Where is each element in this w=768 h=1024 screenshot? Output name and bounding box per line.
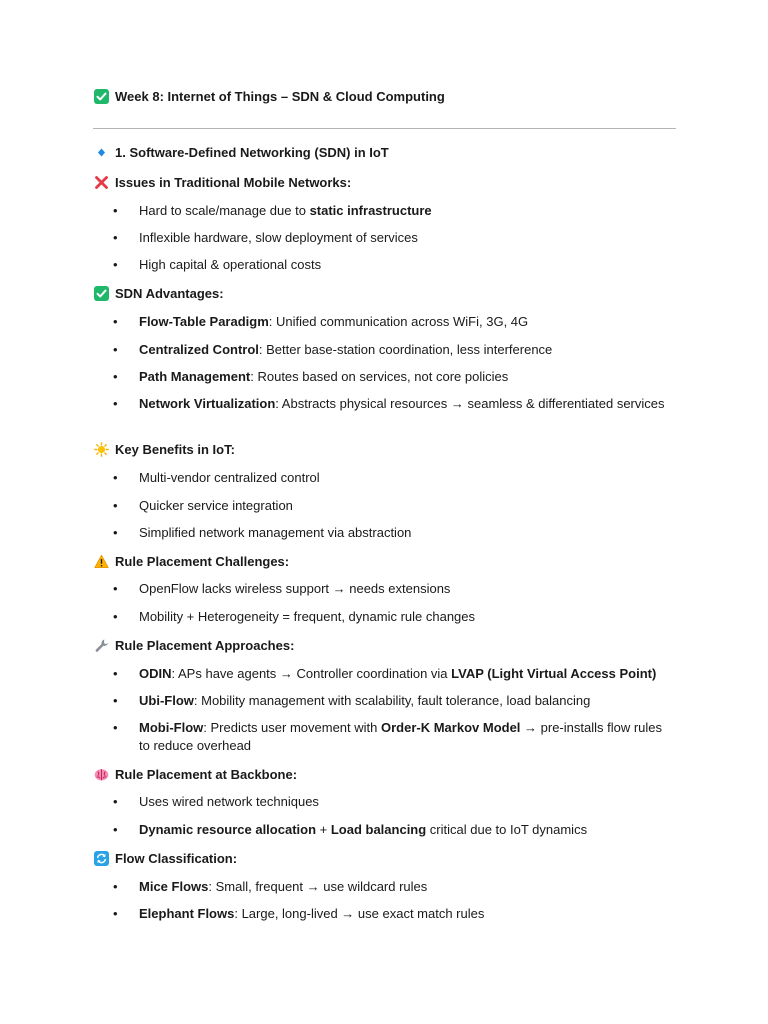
list-item: • Multi-vendor centralized control — [113, 469, 673, 487]
text-run: : Large, long-lived → use exact match rules — [234, 906, 485, 921]
list-item-text — [139, 692, 673, 710]
bold-run: Path Management — [139, 369, 251, 384]
list-item: • OpenFlow lacks wireless support → needs extensions — [113, 580, 673, 598]
section-heading-flow-classification — [94, 851, 237, 866]
text-run: : Better base-station coordination, less interference — [258, 342, 553, 357]
red-cross-icon — [94, 175, 109, 190]
section-heading-challenges — [94, 554, 289, 569]
list-item-text — [139, 821, 673, 839]
title-text: Week 8: Internet of Things – SDN & Cloud Computing — [115, 89, 445, 104]
bold-run: Dynamic resource allocation — [139, 822, 317, 837]
bold-run: Load balancing — [330, 822, 427, 837]
section-heading-benefits — [94, 442, 235, 457]
list-item: • Mobi-Flow: Predicts user movement with Order-K Markov Model → pre-installs flow rules to reduce overhead — [113, 719, 673, 755]
text-run: Hard to scale/manage due to — [139, 203, 310, 218]
bold-run: Order-K Markov Model — [381, 720, 521, 735]
green-check-icon — [94, 89, 109, 104]
bold-run: Flow-Table Paradigm — [139, 314, 269, 329]
text-run: critical due to IoT dynamics — [426, 822, 588, 837]
green-check-icon — [94, 286, 109, 301]
text-run: + — [316, 822, 331, 837]
text-run: High capital & operational costs — [139, 257, 322, 272]
list-item-text — [139, 341, 673, 359]
section-heading-advantages — [94, 286, 224, 301]
page-title — [94, 89, 445, 104]
bold-run: static infrastructure — [309, 203, 432, 218]
bold-run: Network Virtualization — [139, 396, 276, 411]
horizontal-divider — [93, 128, 676, 129]
text-run: : Predicts user movement with — [203, 720, 381, 735]
list-item: • Hard to scale/manage due to static infrastructure — [113, 202, 673, 220]
section-heading-backbone — [94, 767, 297, 782]
section-heading-text: Rule Placement Approaches: — [115, 638, 295, 653]
list-item-text — [139, 368, 673, 386]
bold-run: ODIN — [139, 666, 172, 681]
list-item-text — [139, 905, 673, 923]
list-item: • Path Management: Routes based on services, not core policies — [113, 368, 673, 386]
list-item-text — [139, 395, 673, 413]
brain-icon — [94, 767, 109, 782]
list-item: • High capital & operational costs — [113, 256, 673, 274]
cycle-arrows-icon — [94, 851, 109, 866]
text-run: Multi-vendor centralized control — [139, 470, 320, 485]
list-item-text — [139, 608, 673, 626]
bold-run: Mobi-Flow — [139, 720, 204, 735]
list-item: • Quicker service integration — [113, 497, 673, 515]
text-run: : Mobility management with scalability, fault tolerance, load balancing — [193, 693, 591, 708]
section-heading-text: Rule Placement Challenges: — [115, 554, 290, 569]
list-item-text — [139, 256, 673, 274]
section-heading-text: Rule Placement at Backbone: — [115, 767, 298, 782]
list-item: • ODIN: APs have agents → Controller coordination via LVAP (Light Virtual Access Point) — [113, 665, 673, 683]
text-run: : APs have agents → Controller coordination via — [171, 666, 452, 681]
list-item-text — [139, 229, 673, 247]
text-run: : Small, frequent → use wildcard rules — [208, 879, 428, 894]
list-item: • Centralized Control: Better base-station coordination, less interference — [113, 341, 673, 359]
list-item-text — [139, 469, 673, 487]
section-heading-issues — [94, 175, 351, 190]
list-item: • Network Virtualization: Abstracts physical resources → seamless & differentiated services — [113, 395, 673, 413]
section-heading-text: Issues in Traditional Mobile Networks: — [115, 175, 352, 190]
sun-icon — [94, 442, 109, 457]
text-run: → pre-installs flow rules to reduce overhead — [139, 720, 663, 753]
section-heading-text: Key Benefits in IoT: — [115, 442, 235, 457]
text-run: Quicker service integration — [139, 498, 293, 513]
warning-icon — [94, 554, 109, 569]
text-run: : Routes based on services, not core policies — [250, 369, 509, 384]
bold-run: Centralized Control — [139, 342, 259, 357]
text-run: Mobility + Heterogeneity = frequent, dynamic rule changes — [139, 609, 476, 624]
list-item: • Elephant Flows: Large, long-lived → use exact match rules — [113, 905, 673, 923]
text-run: Inflexible hardware, slow deployment of services — [139, 230, 418, 245]
list-item: • Inflexible hardware, slow deployment of services — [113, 229, 673, 247]
wrench-icon — [94, 638, 109, 653]
text-run: Simplified network management via abstraction — [139, 525, 412, 540]
list-item: • Uses wired network techniques — [113, 793, 673, 811]
list-item-text — [139, 580, 673, 598]
bold-run: Mice Flows — [139, 879, 209, 894]
bold-run: Ubi-Flow — [139, 693, 194, 708]
text-run: Uses wired network techniques — [139, 794, 319, 809]
text-run: : Abstracts physical resources → seamless & differentiated services — [275, 396, 665, 411]
list-item: • Dynamic resource allocation + Load balancing critical due to IoT dynamics — [113, 821, 673, 839]
list-item-text — [139, 202, 673, 220]
bold-run: Elephant Flows — [139, 906, 235, 921]
list-item: • Mice Flows: Small, frequent → use wildcard rules — [113, 878, 673, 896]
list-item-text — [139, 524, 673, 542]
list-item: • Simplified network management via abstraction — [113, 524, 673, 542]
text-run: : Unified communication across WiFi, 3G, 4G — [268, 314, 529, 329]
bold-run: LVAP (Light Virtual Access Point) — [451, 666, 657, 681]
section-heading-sdn — [94, 145, 389, 160]
list-item-text — [139, 719, 673, 755]
list-item: • Flow-Table Paradigm: Unified communication across WiFi, 3G, 4G — [113, 313, 673, 331]
list-item-text — [139, 878, 673, 896]
section-heading-text: 1. Software-Defined Networking (SDN) in IoT — [115, 145, 389, 160]
list-item: • Mobility + Heterogeneity = frequent, dynamic rule changes — [113, 608, 673, 626]
list-item-text — [139, 793, 673, 811]
list-item-text — [139, 665, 673, 683]
section-heading-text: SDN Advantages: — [115, 286, 224, 301]
section-heading-approaches — [94, 638, 294, 653]
section-heading-text: Flow Classification: — [115, 851, 238, 866]
list-item-text — [139, 497, 673, 515]
list-item-text — [139, 313, 673, 331]
text-run: OpenFlow lacks wireless support → needs extensions — [139, 581, 451, 596]
blue-diamond-icon — [94, 145, 109, 160]
list-item: • Ubi-Flow: Mobility management with scalability, fault tolerance, load balancing — [113, 692, 673, 710]
